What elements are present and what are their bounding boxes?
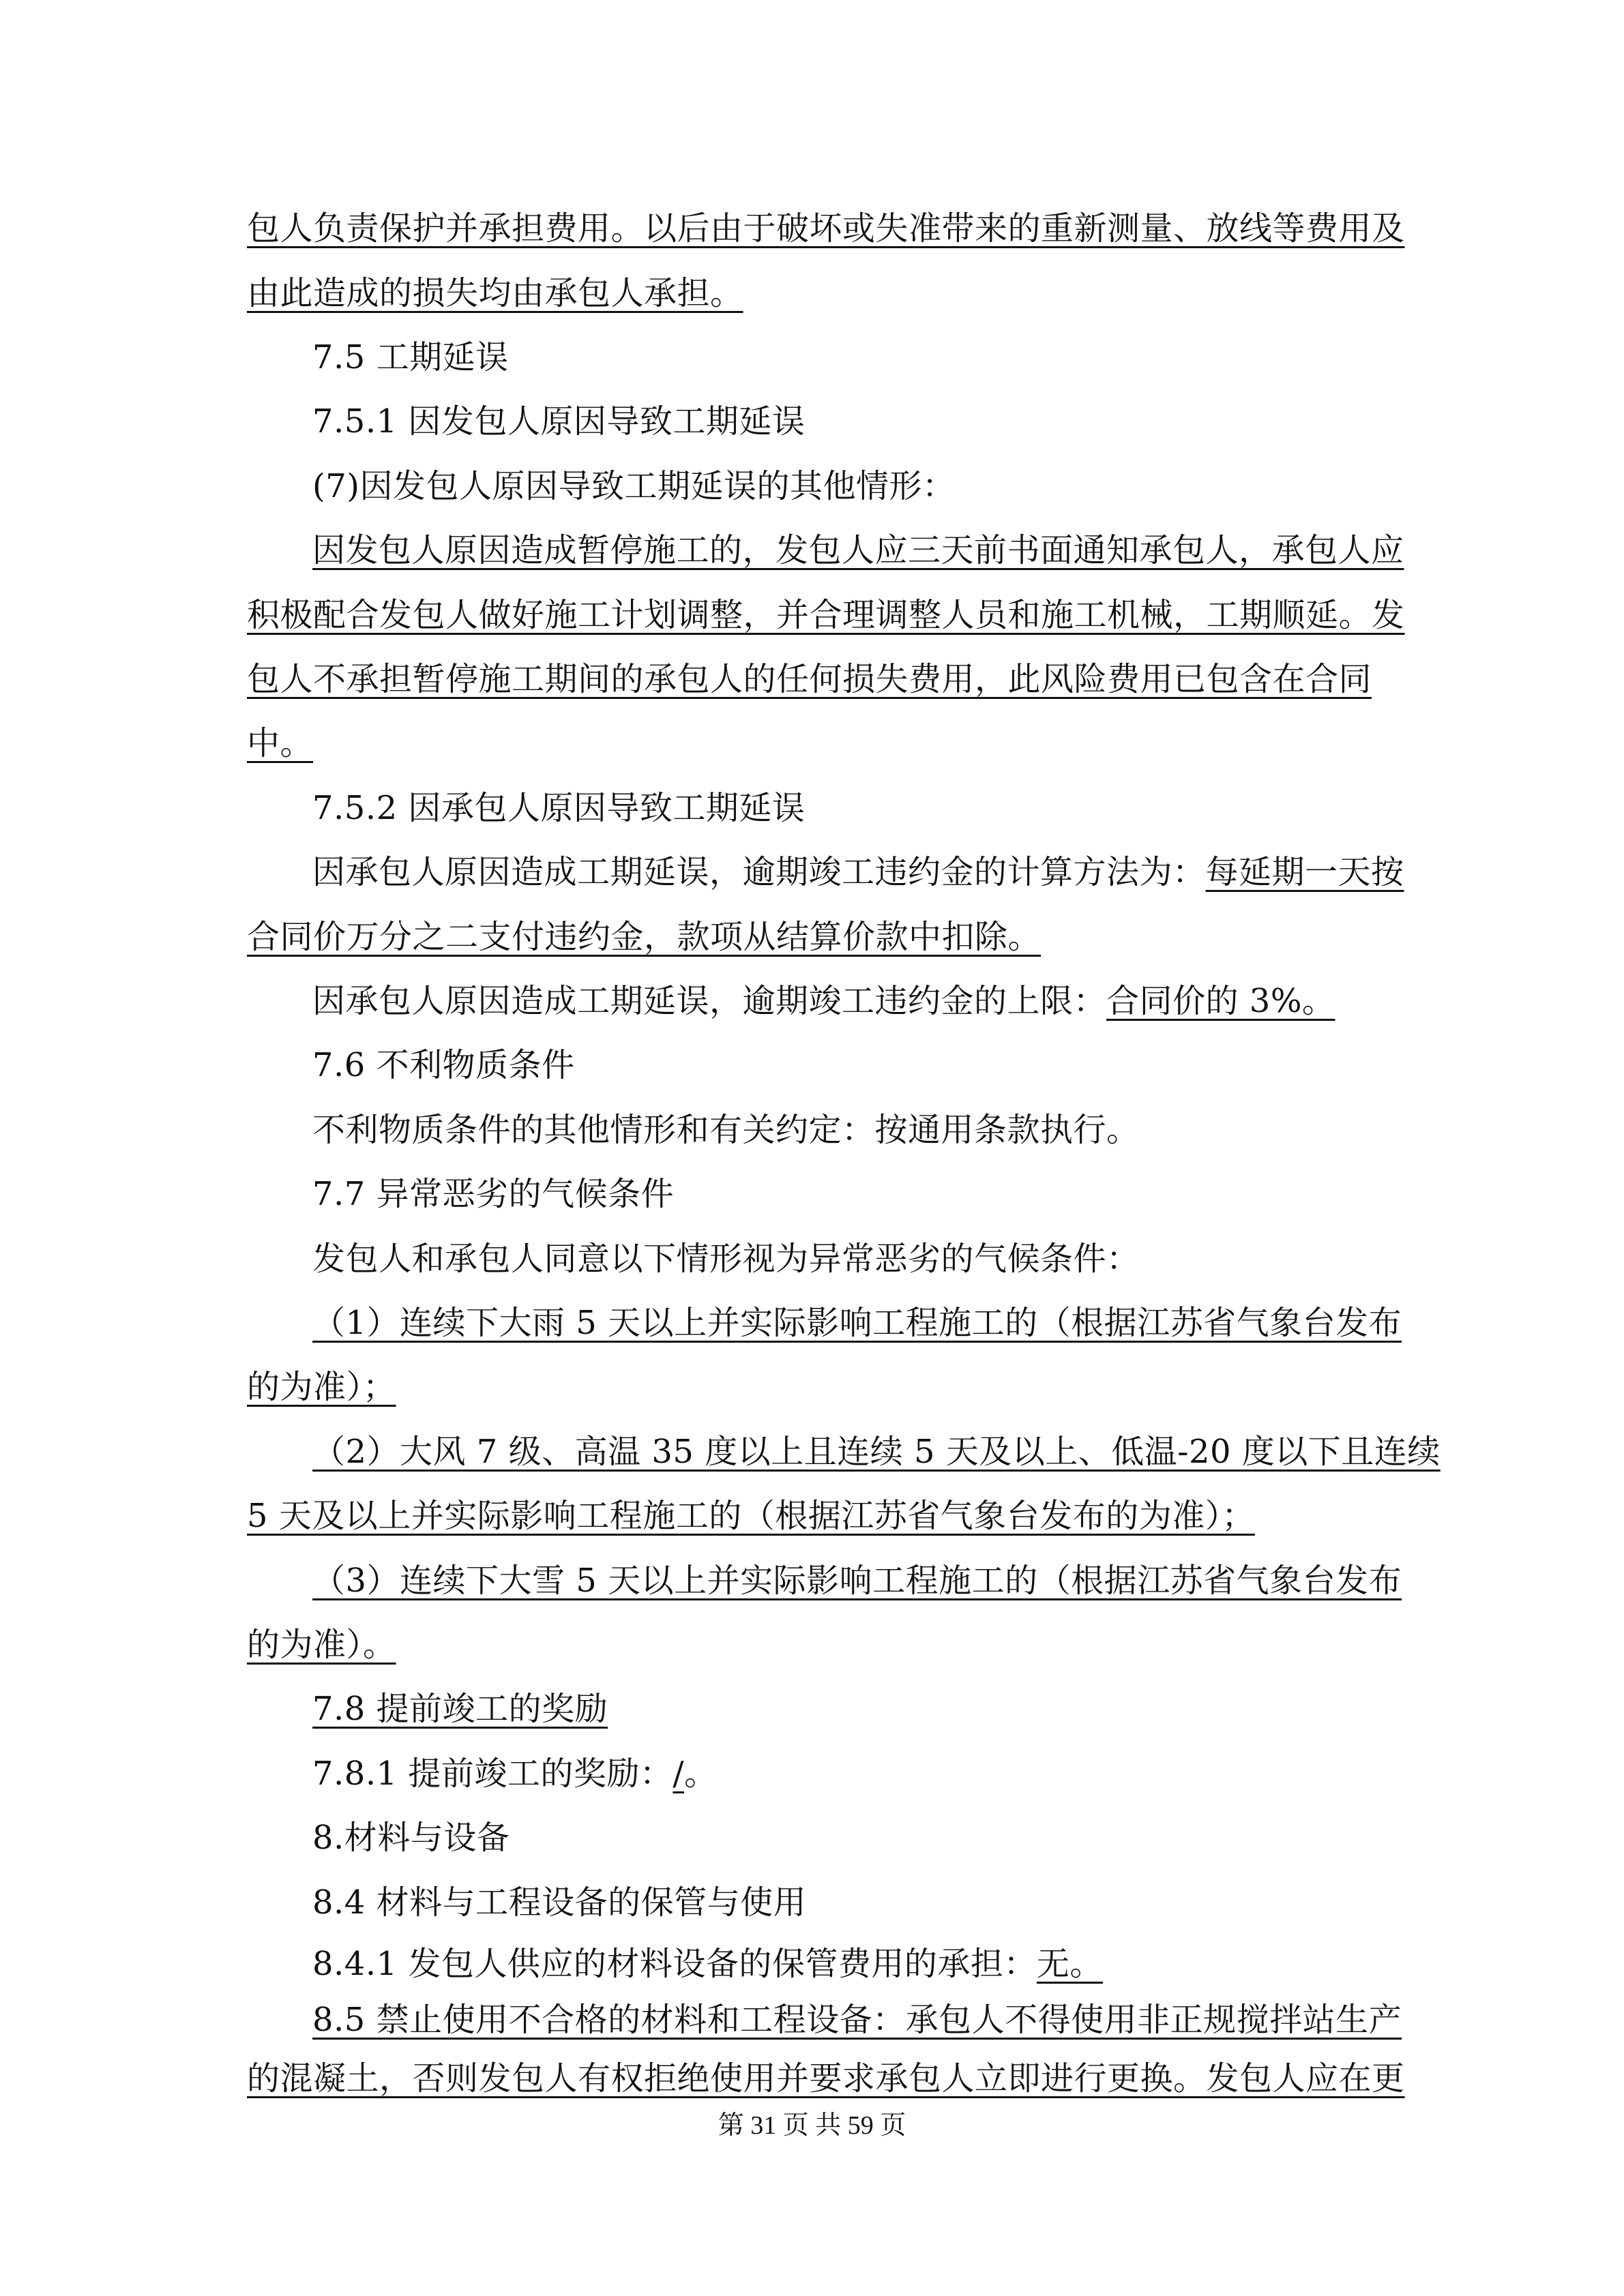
page-number-footer: 第 31 页 共 59 页 xyxy=(718,2111,906,2140)
section-heading: 7.5 工期延误 xyxy=(312,338,509,376)
filled-value: 合同价的 3%。 xyxy=(1106,982,1335,1020)
list-item: （3）连续下大雪 5 天以上并实际影响工程施工的（根据江苏省气象台发布 xyxy=(312,1562,1402,1600)
section-heading: 7.8 提前竣工的奖励 xyxy=(312,1690,608,1728)
paragraph-line xyxy=(312,981,1335,1022)
paragraph-text: 。 xyxy=(684,1755,718,1793)
paragraph-line: 中。 xyxy=(247,724,314,762)
paragraph-line: 发包人和承包人同意以下情形视为异常恶劣的气候条件： xyxy=(312,1240,1140,1278)
paragraph-line: 的混凝土，否则发包人有权拒绝使用并要求承包人立即进行更换。发包人应在更 xyxy=(247,2059,1405,2098)
subsection-heading: 7.5.2 因承包人原因导致工期延误 xyxy=(312,789,806,827)
paragraph-line: 包人负责保护并承担费用。以后由于破坏或失准带来的重新测量、放线等费用及 xyxy=(247,209,1405,248)
paragraph-line: (7)因发包人原因导致工期延误的其他情形： xyxy=(312,467,956,505)
filled-value: / xyxy=(673,1755,685,1793)
list-item: （1）连续下大雨 5 天以上并实际影响工程施工的（根据江苏省气象台发布 xyxy=(312,1304,1402,1342)
paragraph-text: 因承包人原因造成工期延误，逾期竣工违约金的上限： xyxy=(312,982,1107,1020)
paragraph-line xyxy=(312,852,1404,893)
list-item: 5 天及以上并实际影响工程施工的（根据江苏省气象台发布的为准）； xyxy=(247,1497,1255,1535)
paragraph-line: 积极配合发包人做好施工计划调整，并合理调整人员和施工机械，工期顺延。发 xyxy=(247,596,1405,634)
paragraph-text: 8.4.1 发包人供应的材料设备的保管费用的承担： xyxy=(312,1945,1037,1983)
subsection-heading: 7.5.1 因发包人原因导致工期延误 xyxy=(312,402,806,441)
section-heading: 8.材料与设备 xyxy=(312,1819,510,1857)
paragraph-line: 由此造成的损失均由承包人承担。 xyxy=(247,274,743,312)
paragraph-line: 合同价万分之二支付违约金，款项从结算价款中扣除。 xyxy=(247,918,1042,956)
paragraph-text: 因承包人原因造成工期延误，逾期竣工违约金的计算方法为： xyxy=(312,853,1206,891)
list-item: 的为准）； xyxy=(247,1368,396,1406)
list-item: 的为准）。 xyxy=(247,1626,396,1664)
paragraph-line xyxy=(312,1753,718,1794)
filled-value: 每延期一天按 xyxy=(1205,853,1404,891)
paragraph-text: 7.8.1 提前竣工的奖励： xyxy=(312,1755,673,1793)
paragraph-line: 不利物质条件的其他情形和有关约定：按通用条款执行。 xyxy=(312,1111,1140,1149)
list-item: （2）大风 7 级、高温 35 度以上且连续 5 天及以上、低温-20 度以下且连续 xyxy=(312,1433,1441,1471)
paragraph-line: 因发包人原因造成暂停施工的，发包人应三天前书面通知承包人，承包人应 xyxy=(312,531,1404,569)
paragraph-line: 包人不承担暂停施工期间的承包人的任何损失费用，此风险费用已包含在合同 xyxy=(247,660,1372,698)
paragraph-line xyxy=(312,1943,1103,1984)
section-heading: 7.6 不利物质条件 xyxy=(312,1046,575,1084)
section-heading: 8.4 材料与工程设备的保管与使用 xyxy=(312,1883,807,1922)
paragraph-line: 8.5 禁止使用不合格的材料和工程设备：承包人不得使用非正规搅拌站生产 xyxy=(312,2001,1402,2039)
section-heading: 7.7 异常恶劣的气候条件 xyxy=(312,1175,675,1213)
filled-value: 无。 xyxy=(1036,1945,1103,1983)
